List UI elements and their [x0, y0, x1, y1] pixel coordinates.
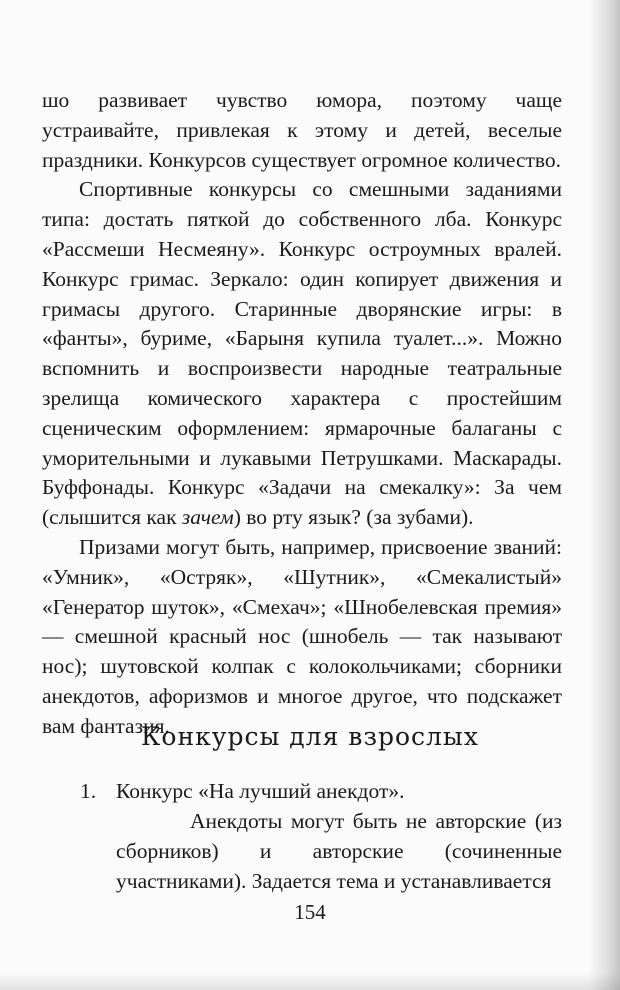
paragraph-2-start: Спортивные конкурсы со смешными заданиями типа: достать пяткой до собственного лба. Конкурс «Рассмеши Несмеяну». Конкурс остроумных вралей. Конкурс гримас. Зеркало: один копирует движения и гримасы другого. Старинные дворянские игры: в «фанты», буриме, «Барыня купила туалет...». Можно вспомнить и воспроизвести народные театральные зрелища комического характера с простейшим сценическим оформлением: ярмарочные балаганы с уморительными и лукавыми Петрушками. Маскарады. Буффонады. Конкурс «Задачи на смекалку»: За чем (слышится как: [42, 177, 562, 530]
paragraph-2: [42, 175, 562, 533]
list-item-title: Конкурс «На лучший анекдот».: [116, 779, 405, 803]
page-edge-shadow: [588, 0, 620, 990]
list-item: [42, 776, 562, 896]
section-heading: Конкурсы для взрослых: [141, 722, 479, 751]
list-item-title-line: [42, 776, 562, 806]
paragraph-2-italic: зачем: [181, 505, 234, 530]
list-item-number: 1.: [80, 779, 97, 803]
paragraph-2-end: ) во рту язык? (за зубами).: [233, 505, 474, 530]
page-number: 154: [294, 900, 326, 924]
paragraph-3: Призами могут быть, например, присвоение званий: «Умник», «Остряк», «Шутник», «Смекалистый» «Генератор шуток», «Смехач»; «Шнобелевская премия» — смешной красный нос (шнобель — так называют нос); шутовской колпак с колокольчиками; сборники анекдотов, афоризмов и многое другое, что подскажет вам фантазия.: [42, 534, 562, 738]
page-bottom-shadow: [0, 972, 620, 990]
list-item-body: Анекдоты могут быть не авторские (из сборников) и авторские (сочиненные участниками). Задается тема и устанавливается: [116, 809, 562, 893]
body-text: [42, 86, 562, 742]
paragraph-1: шо развивает чувство юмора, поэтому чаще устраивайте, привлекая к этому и детей, веселые праздники. Конкурсов существует огромное количество.: [42, 88, 562, 172]
